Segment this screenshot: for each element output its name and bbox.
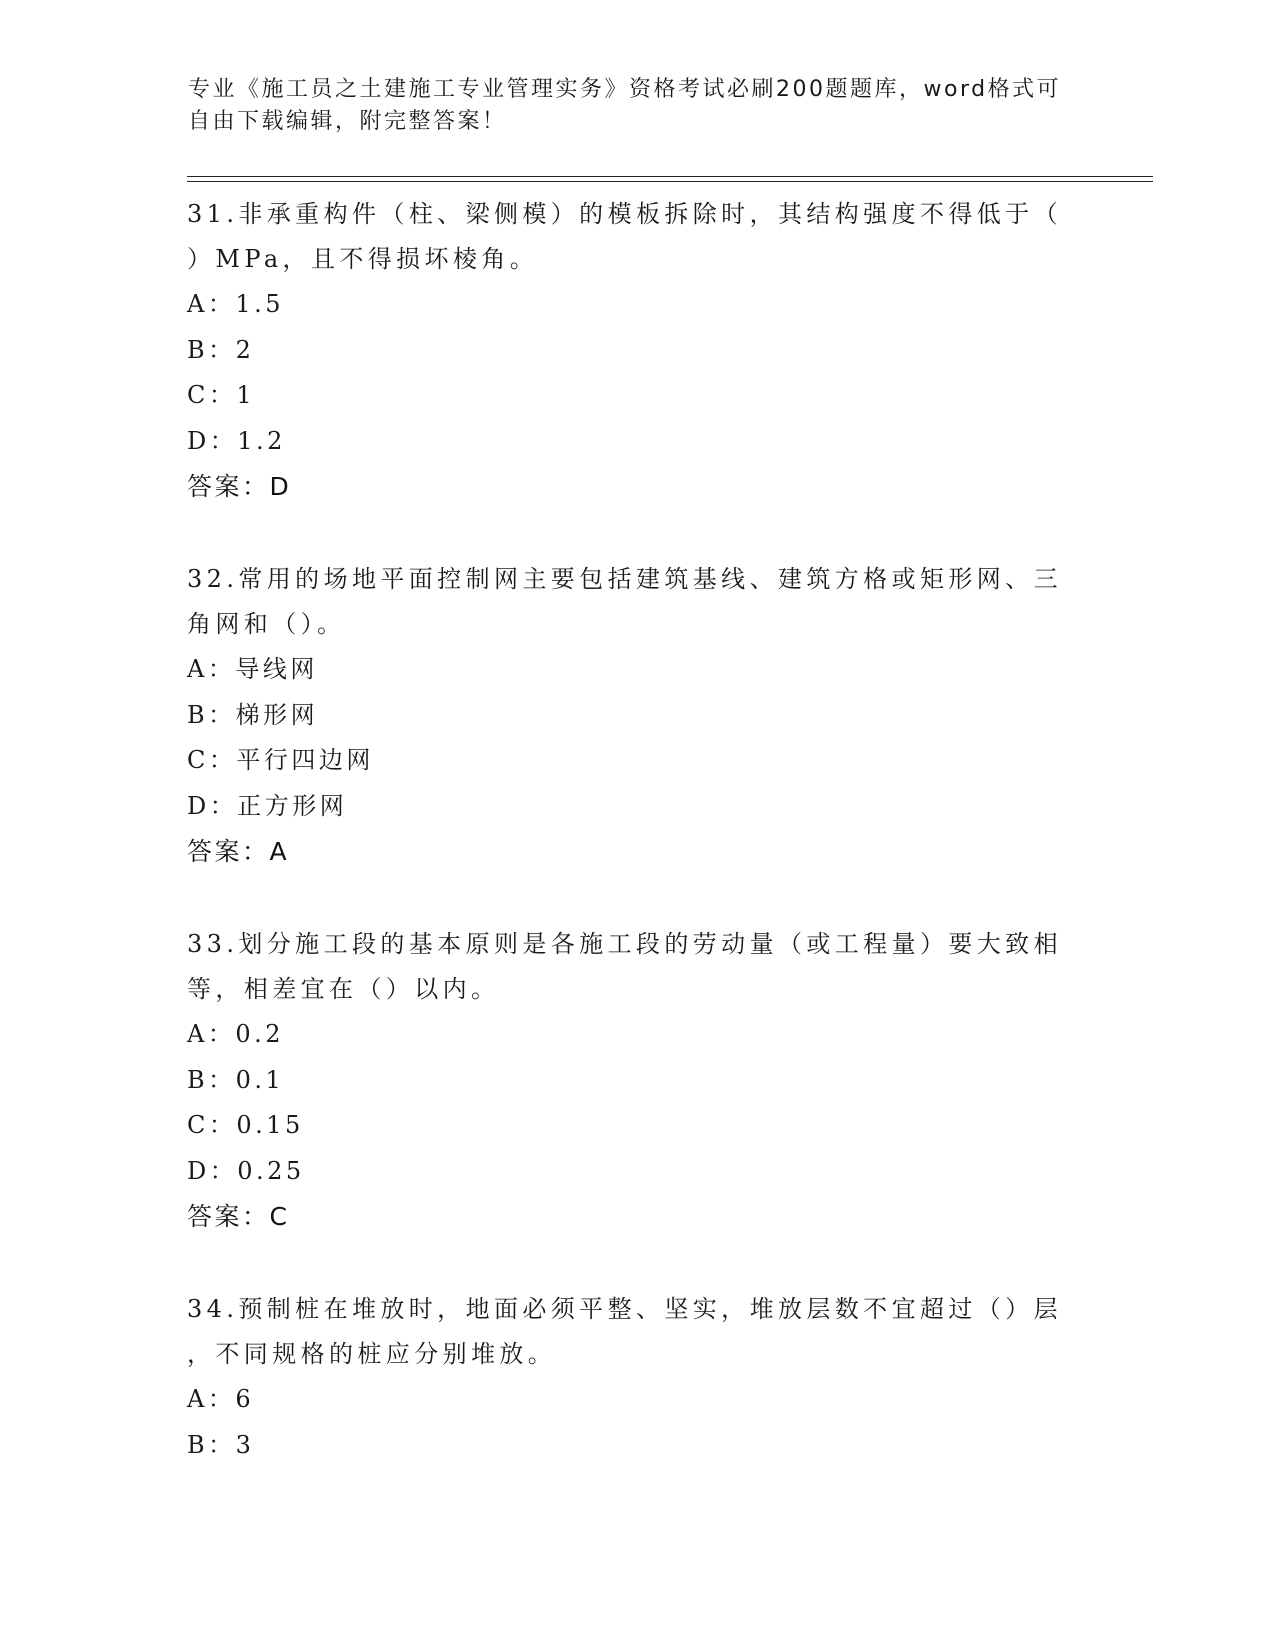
option-c: C：0.15 bbox=[187, 1111, 304, 1139]
question-stem: 31.非承重构件（柱、梁侧模）的模板拆除时，其结构强度不得低于（ bbox=[187, 200, 1062, 228]
header-divider bbox=[187, 181, 1153, 182]
question-34 bbox=[187, 1287, 1087, 1468]
question-stem: ，不同规格的桩应分别堆放。 bbox=[187, 1340, 557, 1368]
option-c: C：平行四边网 bbox=[187, 746, 374, 774]
document-header bbox=[188, 74, 1068, 138]
option-b: B：梯形网 bbox=[187, 700, 319, 729]
answer: 答案：C bbox=[187, 1202, 290, 1231]
option-b: B：3 bbox=[187, 1430, 255, 1459]
option-b: B：0.1 bbox=[187, 1065, 285, 1094]
question-stem: 32.常用的场地平面控制网主要包括建筑基线、建筑方格或矩形网、三 bbox=[187, 565, 1062, 593]
answer: 答案：D bbox=[187, 472, 292, 501]
question-list bbox=[187, 192, 1087, 1516]
question-32 bbox=[187, 557, 1087, 874]
question-stem: 34.预制桩在堆放时，地面必须平整、坚实，堆放层数不宜超过（）层 bbox=[187, 1295, 1062, 1323]
question-stem: ）MPa，且不得损坏棱角。 bbox=[187, 245, 539, 273]
option-a: A：导线网 bbox=[187, 655, 318, 683]
question-stem: 角网和（）。 bbox=[187, 610, 346, 638]
question-33 bbox=[187, 922, 1087, 1239]
option-d: D：0.25 bbox=[187, 1156, 305, 1185]
option-a: A：0.2 bbox=[187, 1020, 284, 1048]
question-stem: 等，相差宜在（）以内。 bbox=[187, 975, 500, 1003]
answer: 答案：A bbox=[187, 837, 290, 866]
option-d: D：1.2 bbox=[187, 426, 286, 455]
header-line: 自由下载编辑，附完整答案！ bbox=[188, 109, 507, 134]
option-c: C：1 bbox=[187, 381, 256, 409]
question-31 bbox=[187, 192, 1087, 509]
header-line: 专业《施工员之土建施工专业管理实务》资格考试必刷200题题库，word格式可 bbox=[188, 77, 1062, 102]
option-b: B：2 bbox=[187, 335, 255, 364]
option-d: D：正方形网 bbox=[187, 791, 348, 820]
option-a: A：6 bbox=[187, 1385, 255, 1413]
option-a: A：1.5 bbox=[187, 290, 284, 318]
question-stem: 33.划分施工段的基本原则是各施工段的劳动量（或工程量）要大致相 bbox=[187, 930, 1062, 958]
header-divider bbox=[187, 176, 1153, 177]
